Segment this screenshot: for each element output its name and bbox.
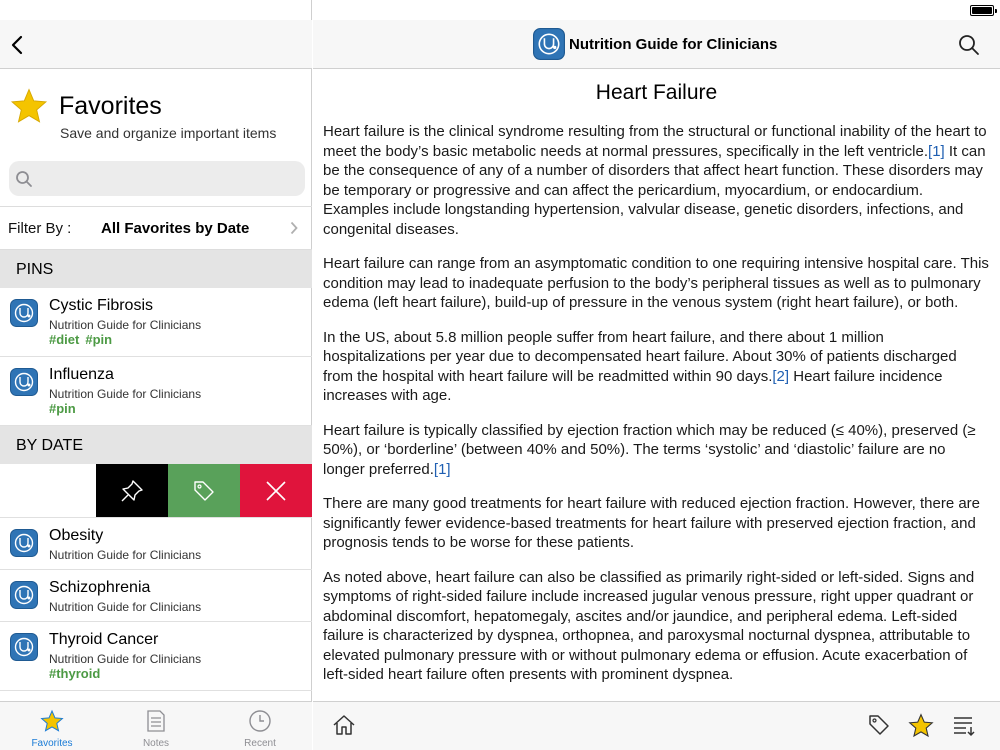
item-subtitle: Nutrition Guide for Clinicians [49, 387, 202, 401]
paragraph-text: Heart failure can range from an asymptomatic condition to one requiring intensive hospital care. This condition may lead to inadequate perfusion to the body’s peripheral tissues as well as to pulmonary edema (left heart failure), build-up of pressure in the venous system (right heart failure), or both. [323, 255, 989, 311]
article-content [313, 70, 1000, 701]
paragraph-text: It can be the consequence of any of a number of disorders that affect heart function. These disorders may be temporary or progressive and can affect the pericardium, myocardium, or endocardium. Examples include longstanding hypertension, valvular disease, genetic disorders, infections, and congenital diseases. [323, 142, 986, 238]
tag-icon [193, 480, 215, 502]
item-title: Cystic Fibrosis [49, 297, 154, 314]
tag-button[interactable] [168, 464, 240, 517]
item-title: Influenza [49, 366, 114, 383]
app-logo-icon [533, 28, 565, 60]
tag[interactable]: #pin [85, 332, 113, 347]
tab-recent[interactable]: Recent [208, 702, 312, 750]
paragraph-text: As noted above, heart failure can also be classified as primarily right-sided or left-sided. Signs and symptoms of right-sided failure include increased jugular venous pressure, right upper quadrant or abdominal discomfort, hepatomegaly, ascites and/or jaundice, and peripheral edema. Left-sided failure is characterized by dyspnea, orthopnea, and paroxysmal nocturnal dyspnea, attributable to elevated pulmonary pressure with or without pulmonary edema or effusion. Acute exacerbation of left-sided heart failure often presents with prominent dyspnea. [323, 568, 975, 683]
list-item[interactable] [0, 570, 312, 622]
paragraph-text: Heart failure is the clinical syndrome resulting from the structural or functional inability of the heart to meet the body’s basic metabolic needs at normal pressures, specifically in the left ventricle. [323, 123, 987, 160]
favorites-header [0, 70, 312, 150]
app-icon [10, 581, 38, 609]
app-title: Nutrition Guide for Clinicians [569, 36, 778, 53]
close-icon [265, 480, 287, 502]
search-icon[interactable] [958, 34, 980, 56]
paragraph-text: Heart failure incidence increases with age. [323, 367, 943, 404]
swipe-actions [0, 464, 312, 517]
favorites-pane [0, 0, 312, 750]
notes-icon [144, 709, 168, 733]
clock-icon [248, 709, 272, 733]
article-navbar [313, 20, 1000, 69]
paragraph-text: Heart failure is typically classified by ejection fraction which may be reduced (≤ 40%), preserved (≥ 50%), or ‘borderline’ (between 40% and 50%). The terms ‘systolic’ and ‘diastolic’ failure are no longer preferred. [323, 421, 976, 478]
tab-favorites[interactable]: Favorites [0, 702, 104, 750]
item-subtitle: Nutrition Guide for Clinicians [49, 600, 202, 614]
tab-bar [0, 701, 312, 750]
item-title: Thyroid Cancer [49, 631, 159, 648]
star-icon [10, 88, 48, 124]
delete-button[interactable] [240, 464, 312, 517]
reference-link[interactable]: [2] [772, 367, 790, 385]
article-paragraph [323, 421, 990, 480]
article-paragraph [323, 328, 990, 406]
paragraph-text: In the US, about 5.8 million people suffer from heart failure, and there about 1 million hospitalizations per year due to decompensated heart failure. About 30% of patients discharged from the hospital with heart failure will be readmitted within 90 days. [323, 328, 957, 385]
section-header-by-date: BY DATE [0, 426, 312, 464]
list-item[interactable] [0, 517, 312, 570]
article-toolbar [313, 701, 1000, 750]
app-icon [10, 368, 38, 396]
filter-row[interactable] [0, 206, 312, 250]
article-paragraph [323, 568, 990, 685]
item-subtitle: Nutrition Guide for Clinicians [49, 652, 202, 666]
pin-icon [119, 478, 145, 504]
search-input[interactable] [9, 161, 305, 196]
chevron-right-icon [290, 221, 298, 235]
item-tags [49, 332, 118, 347]
tag[interactable]: #diet [49, 332, 80, 347]
table-of-contents-icon[interactable] [952, 714, 978, 738]
app-icon [10, 299, 38, 327]
article-title: Heart Failure [595, 81, 718, 104]
tab-notes[interactable]: Notes [104, 702, 208, 750]
reference-link[interactable]: [1] [433, 460, 451, 478]
item-tags [49, 401, 82, 416]
star-icon [40, 709, 64, 733]
section-header-pins: PINS [0, 250, 312, 288]
list-item[interactable] [0, 622, 312, 691]
tag[interactable]: #pin [49, 401, 76, 416]
app-icon [10, 633, 38, 661]
item-subtitle: Nutrition Guide for Clinicians [49, 548, 202, 562]
back-chevron-icon[interactable] [6, 30, 32, 60]
item-title: Obesity [49, 527, 104, 544]
filter-label: Filter By : [8, 220, 72, 237]
item-title: Schizophrenia [49, 579, 151, 596]
item-tags [49, 666, 106, 681]
battery-icon [970, 5, 994, 16]
search-icon [15, 170, 33, 188]
list-item[interactable] [0, 288, 312, 357]
left-navbar [0, 20, 312, 69]
article-paragraph [323, 254, 990, 313]
article-paragraph [323, 122, 990, 239]
list-item[interactable] [0, 357, 312, 426]
home-icon[interactable] [332, 713, 356, 737]
paragraph-text: There are many good treatments for heart failure with reduced ejection fraction. However, there are significantly fewer evidence-based treatments for heart failure with preserved ejection fraction, and prognosis tends to be worse for these patients. [323, 495, 981, 551]
article-body [323, 122, 990, 685]
tag[interactable]: #thyroid [49, 666, 101, 681]
reference-link[interactable]: [1] [928, 142, 945, 160]
page-subtitle: Save and organize important items [60, 125, 277, 141]
page-title: Favorites [59, 92, 162, 120]
filter-value: All Favorites by Date [101, 220, 250, 237]
pin-button[interactable] [96, 464, 168, 517]
app-icon [10, 529, 38, 557]
article-paragraph [323, 494, 990, 553]
star-icon[interactable] [908, 713, 934, 738]
tag-icon[interactable] [868, 714, 890, 736]
item-subtitle: Nutrition Guide for Clinicians [49, 318, 202, 332]
